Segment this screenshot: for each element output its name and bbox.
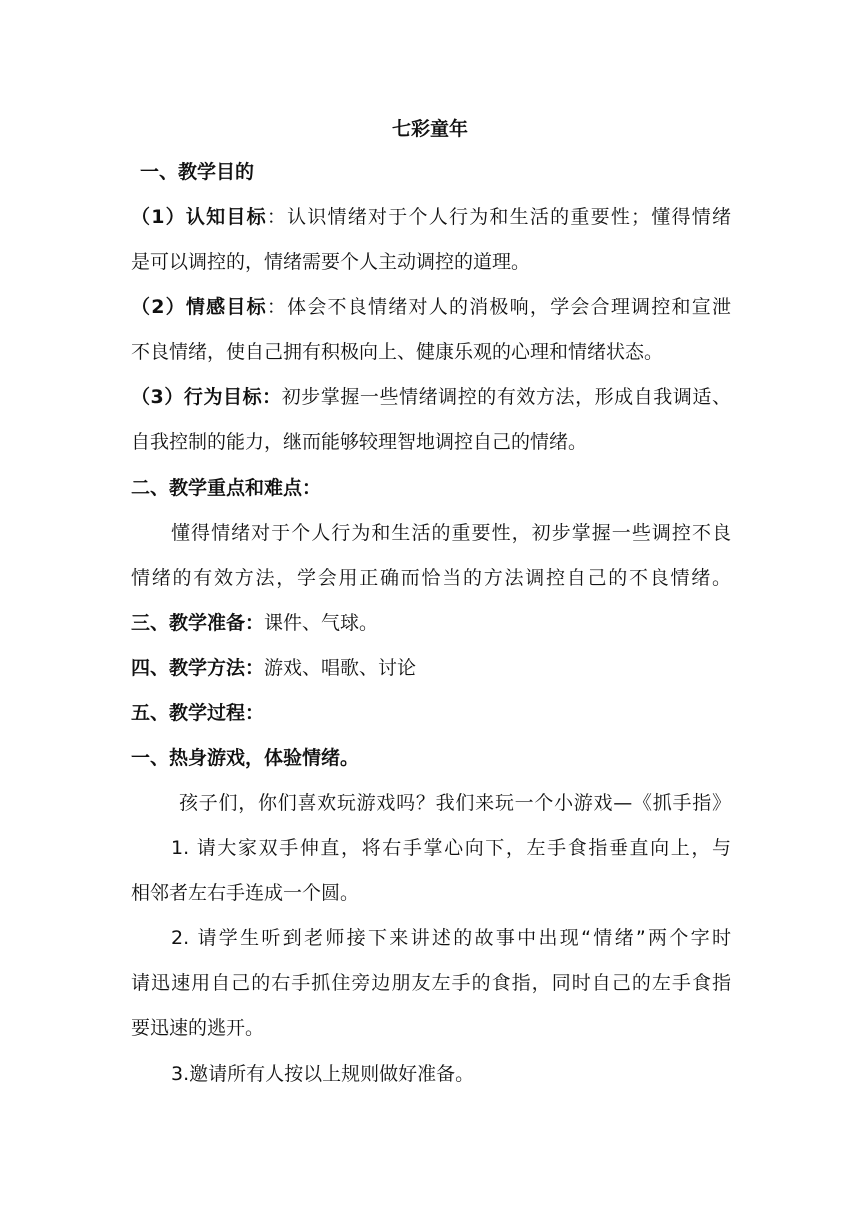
goal-cognitive-label: （1）认知目标 (131, 206, 267, 228)
step2-line2: 请迅速用自己的右手抓住旁边朋友左手的食指，同时自己的左手食指 (131, 972, 731, 994)
key-points-line1: 懂得情绪对于个人行为和生活的重要性，初步掌握一些调控不良 (171, 522, 731, 544)
step1-line2: 相邻者左右手连成一个圆。 (131, 882, 360, 904)
goal-behavior-label: （3）行为目标： (131, 386, 282, 408)
preparation-text: 课件、气球。 (264, 612, 379, 634)
section-heading-key-points: 二、教学重点和难点： (131, 477, 322, 499)
preparation-label: 三、教学准备： (131, 612, 265, 634)
goal-behavior-line1 (131, 385, 731, 409)
part-heading-warmup: 一、热身游戏，体验情绪。 (131, 747, 360, 769)
goal-behavior-line2: 自我控制的能力，继而能够较理智地调控自己的情绪。 (131, 431, 588, 453)
section-heading-objectives: 一、教学目的 (140, 161, 255, 183)
methods-text: 游戏、唱歌、讨论 (264, 657, 417, 679)
document-title: 七彩童年 (391, 118, 468, 140)
section-methods (131, 656, 731, 680)
goal-emotional-label: （2）情感目标 (131, 296, 267, 318)
step2-line3: 要迅速的逃开。 (131, 1017, 265, 1039)
warmup-intro: 孩子们，你们喜欢玩游戏吗？我们来玩一个小游戏—《抓手指》 (179, 792, 731, 814)
methods-label: 四、教学方法： (131, 657, 265, 679)
goal-cognitive-line2: 是可以调控的，情绪需要个人主动调控的道理。 (131, 251, 531, 273)
goal-cognitive-text: ：认识情绪对于个人行为和生活的重要性；懂得情绪 (266, 206, 731, 228)
step2-line1: 2. 请学生听到老师接下来讲述的故事中出现“情绪”两个字时 (171, 927, 731, 949)
step1-line1: 1. 请大家双手伸直，将右手掌心向下，左手食指垂直向上，与 (171, 837, 731, 859)
goal-cognitive-line1 (131, 205, 731, 229)
goal-emotional-line1 (131, 295, 731, 319)
goal-emotional-line2: 不良情绪，使自己拥有积极向上、健康乐观的心理和情绪状态。 (131, 341, 664, 363)
key-points-line2: 情绪的有效方法，学会用正确而恰当的方法调控自己的不良情绪。 (131, 567, 731, 589)
step3-line: 3.邀请所有人按以上规则做好准备。 (171, 1063, 475, 1085)
section-heading-process: 五、教学过程： (131, 702, 265, 724)
section-preparation (131, 611, 731, 635)
goal-behavior-text: 初步掌握一些情绪调控的有效方法，形成自我调适、 (281, 386, 731, 408)
goal-emotional-text: ：体会不良情绪对人的消极响，学会合理调控和宣泄 (266, 296, 731, 318)
